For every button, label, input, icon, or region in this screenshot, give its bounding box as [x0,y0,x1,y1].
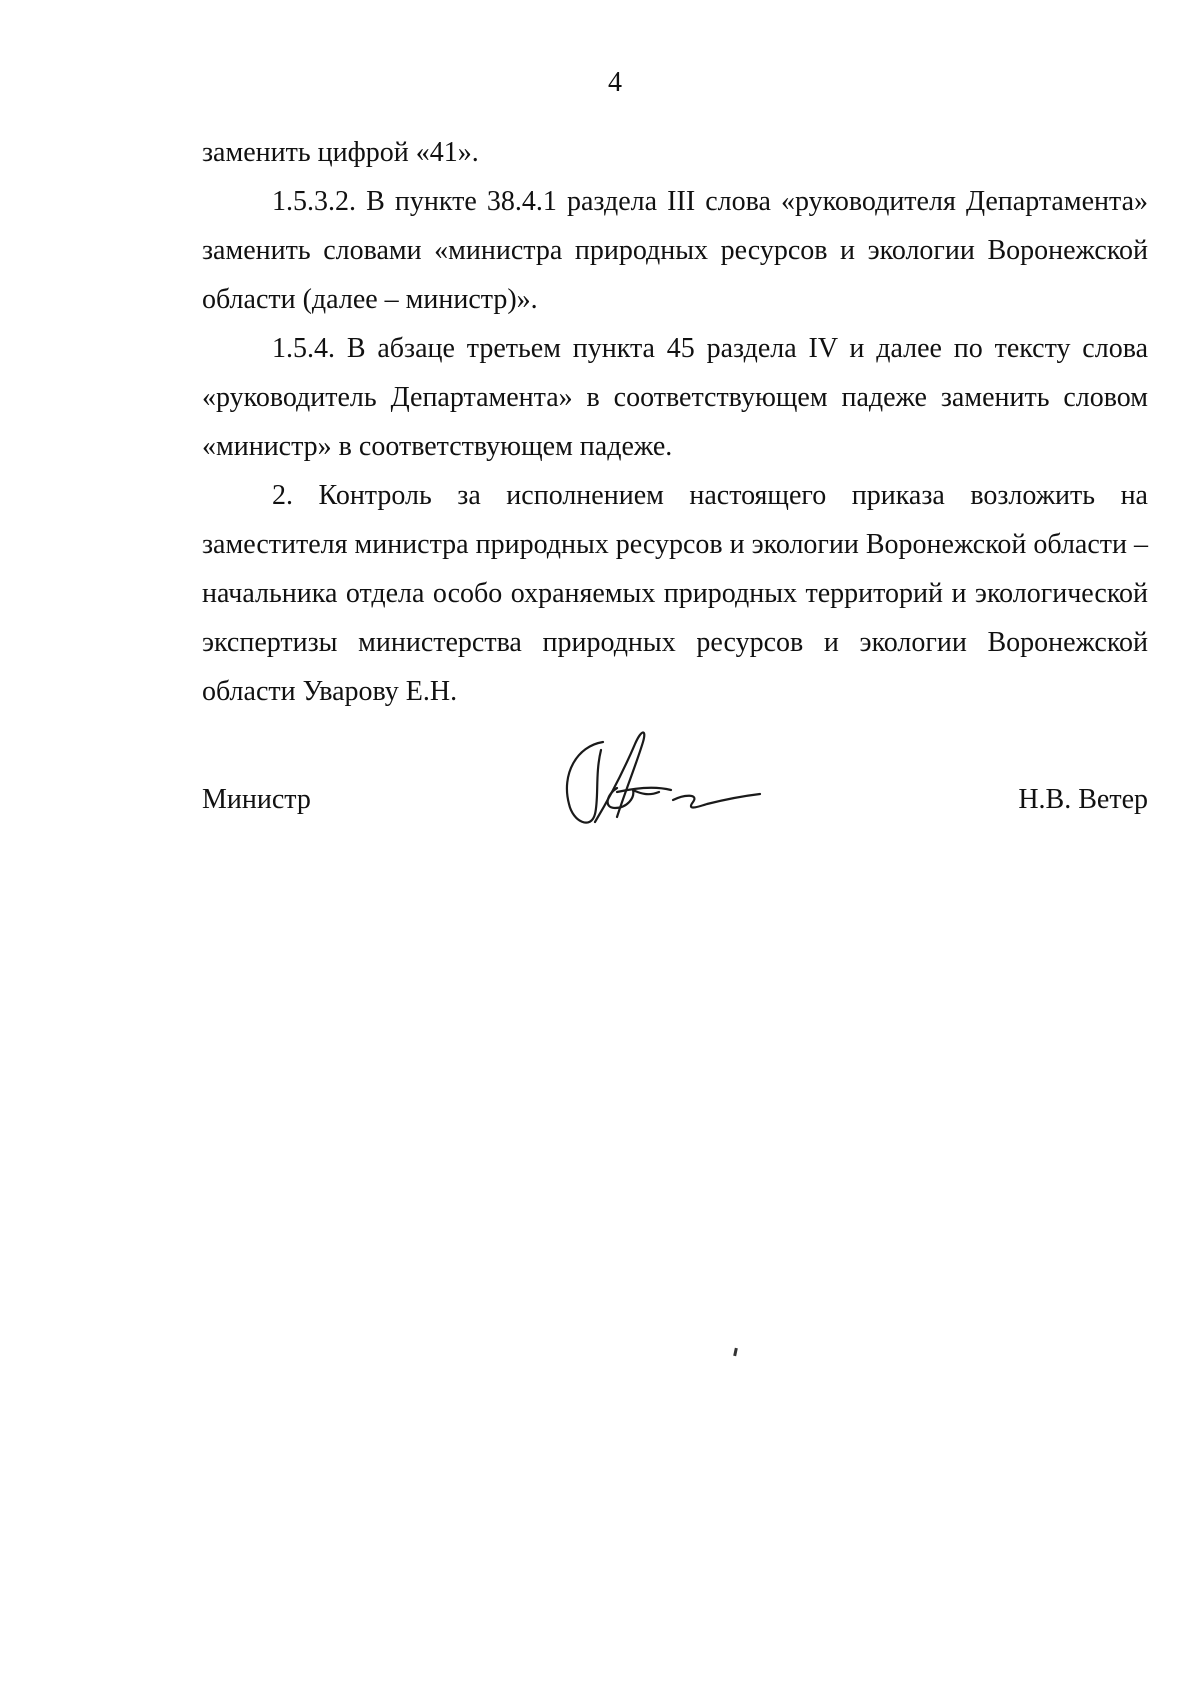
stray-mark [733,1348,738,1356]
handwritten-signature [555,722,765,837]
page-number: 4 [608,67,622,98]
paragraph-1-5-4: 1.5.4. В абзаце третьем пункта 45 раздела IV и далее по тексту слова «руководитель Департамента» в соответствующем падеже заменить словом «министр» в соответствующем падеже. [202,333,1148,462]
signatory-name: Н.В. Ветер [1018,784,1148,815]
paragraph-2-control: 2. Контроль за исполнением настоящего приказа возложить на заместителя министра природных ресурсов и экологии Воронежской области – начальника отдела особо охраняемых природных территорий и экологической экспертизы министерства природных ресурсов и экологии Воронежской области Уварову Е.Н. [202,480,1148,707]
document-body [202,128,1148,716]
paragraph-continuation: заменить цифрой «41». [202,137,479,168]
paragraph-1-5-3-2: 1.5.3.2. В пункте 38.4.1 раздела III слова «руководителя Департамента» заменить словами «министра природных ресурсов и экологии Воронежской области (далее – министр)». [202,186,1148,315]
signatory-title: Министр [202,784,311,815]
